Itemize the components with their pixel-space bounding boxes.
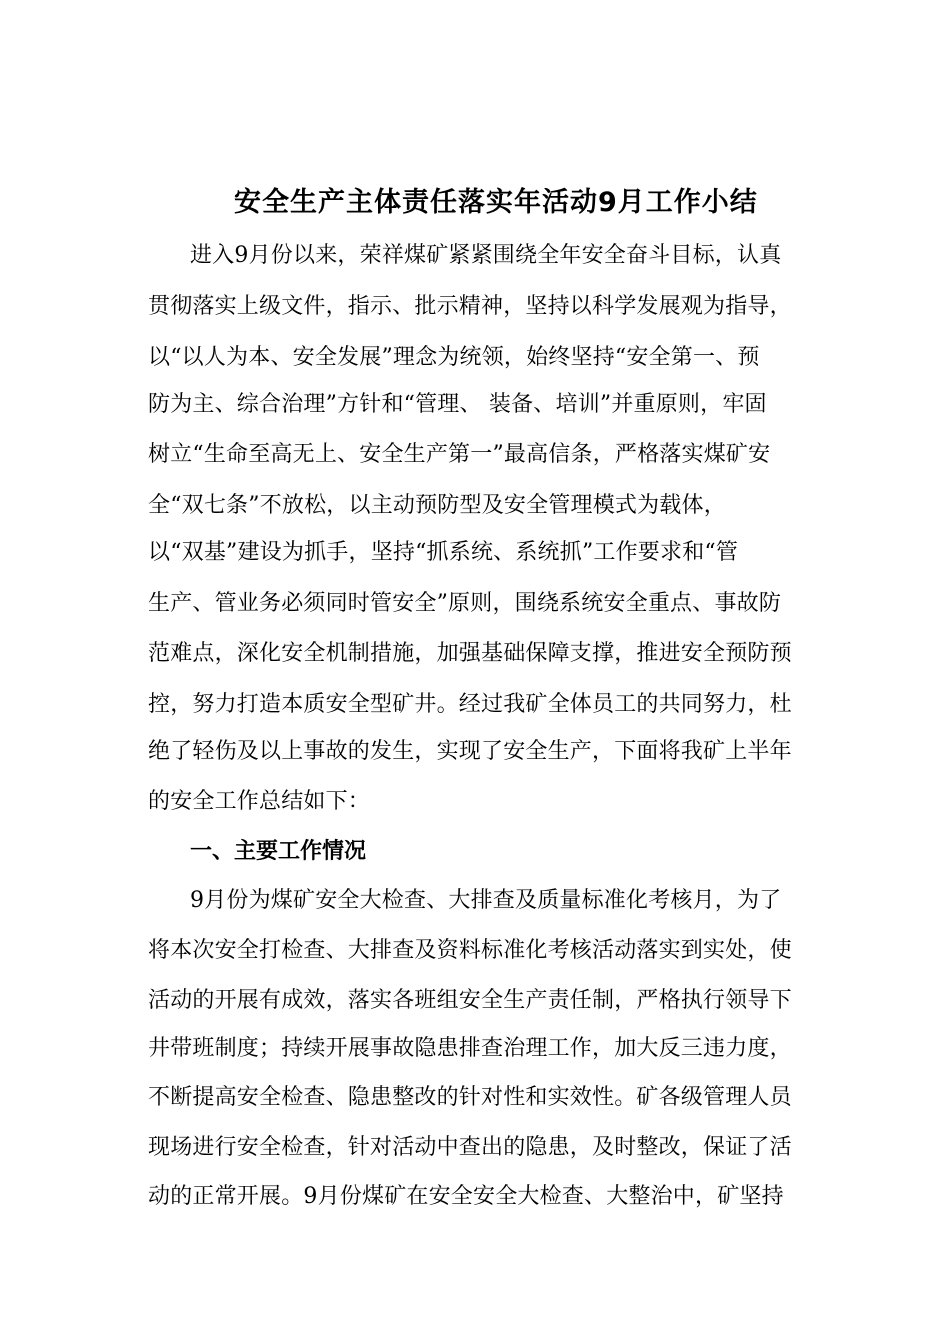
intro-line: 以“以人为本、安全发展”理念为统领，始终坚持“安全第一、预 [148,345,760,370]
intro-line: 全“双七条”不放松，以主动预防型及安全管理模式为载体， [148,493,726,518]
section-line: 动的正常开展。9月份煤矿在安全安全大检查、大整治中，矿坚持 [148,1184,784,1209]
intro-line: 防为主、综合治理”方针和“管理、 装备、培训”并重原则，牢固 [148,392,767,417]
section-line: 将本次安全打检查、大排查及资料标准化考核活动落实到实处，使 [148,938,792,963]
intro-line: 范难点，深化安全机制措施，加强基础保障支撑，推进安全预防预 [148,641,792,666]
intro-line: 绝了轻伤及以上事故的发生，实现了安全生产，下面将我矿上半年 [148,739,792,764]
section-heading: 一、主要工作情况 [190,839,367,864]
intro-line: 树立“生命至高无上、安全生产第一”最高信条，严格落实煤矿安 [148,442,771,467]
intro-line: 以“双基”建设为抓手，坚持“抓系统、系统抓”工作要求和“管 [148,540,739,565]
intro-line: 生产、管业务必须同时管安全”原则，围绕系统安全重点、事故防 [148,591,782,616]
intro-line: 贯彻落实上级文件，指示、批示精神，坚持以科学发展观为指导， [148,294,792,319]
section-line: 不断提高安全检查、隐患整改的针对性和实效性。矿各级管理人员 [148,1085,792,1110]
intro-line: 进入9月份以来，荣祥煤矿紧紧围绕全年安全奋斗目标，认真 [190,243,782,268]
intro-line: 控，努力打造本质安全型矿井。经过我矿全体员工的共同努力，杜 [148,692,792,717]
intro-line: 的安全工作总结如下： [148,789,371,814]
section-line: 活动的开展有成效，落实各班组安全生产责任制，严格执行领导下 [148,988,792,1013]
document-title: 安全生产主体责任落实年活动9月工作小结 [234,187,758,218]
section-line: 现场进行安全检查，针对活动中查出的隐患，及时整改，保证了活 [148,1135,792,1160]
section-line: 9月份为煤矿安全大检查、大排查及质量标准化考核月，为了 [190,888,782,913]
section-line: 井带班制度；持续开展事故隐患排查治理工作，加大反三违力度， [148,1036,792,1061]
